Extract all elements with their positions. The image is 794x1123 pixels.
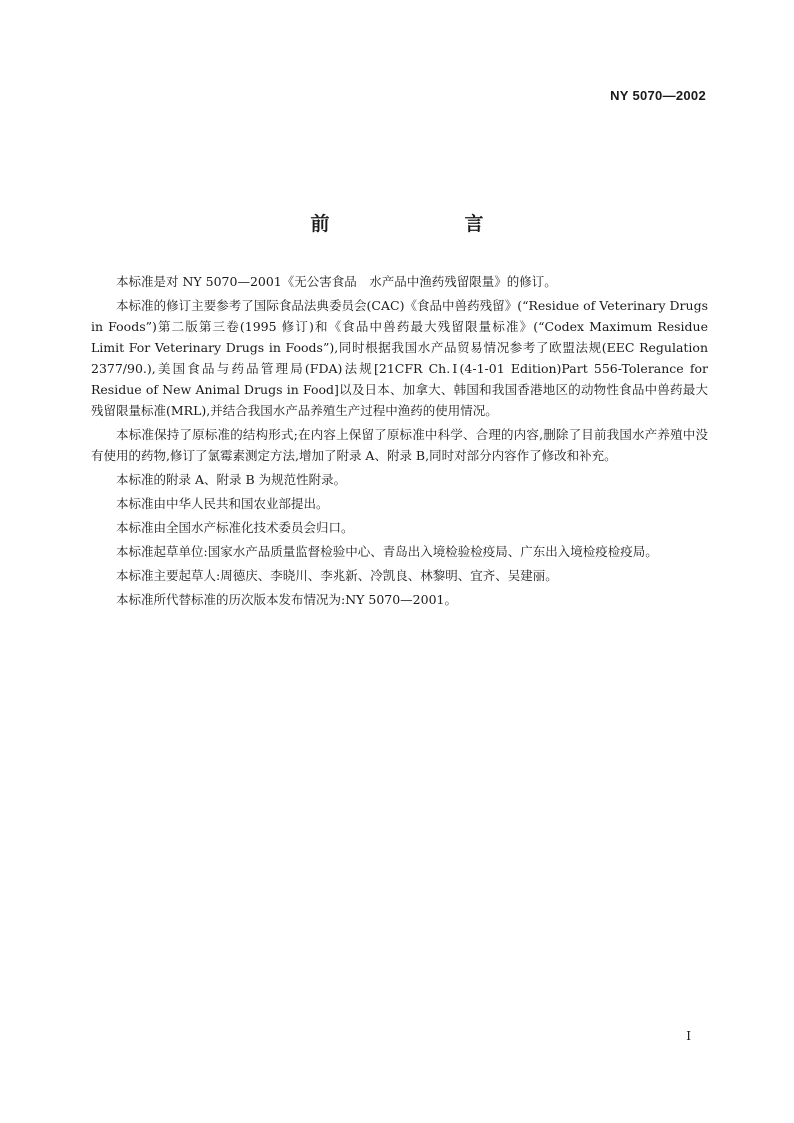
- foreword-body: [91, 271, 708, 613]
- paragraph: 本标准由全国水产标准化技术委员会归口。: [116, 520, 354, 535]
- paragraph: 本标准保持了原标准的结构形式;在内容上保留了原标准中科学、合理的内容,删除了目前我国水产养殖中没有使用的药物,修订了氯霉素测定方法,增加了附录 A、附录 B,同时对部分内容作了修改和补充。: [91, 427, 708, 463]
- paragraph: 本标准的修订主要参考了国际食品法典委员会(CAC)《食品中兽药残留》(“Residue of Veterinary Drugs in Foods”)第二版第三卷(1995 修订)和《食品中兽药最大残留限量标准》(“Codex Maximum Residue Limit For Veterinary Drugs in Foods”),同时根据我国水产品贸易情况参考了欧盟法规(EEC Regulation 2377/90.),美国食品与药品管理局(FDA)法规[21CFR Ch.Ⅰ(4-1-01 Edition)Part 556-Tolerance for Residue of New Animal Drugs in Food]以及日本、加拿大、韩国和我国香港地区的动物性食品中兽药最大残留限量标准(MRL),并结合我国水产品养殖生产过程中渔药的使用情况。: [91, 298, 708, 418]
- standard-code: NY 5070—2002: [610, 88, 706, 103]
- page-number: I: [686, 1029, 691, 1043]
- paragraph: 本标准由中华人民共和国农业部提出。: [116, 496, 329, 511]
- paragraph: 本标准起草单位:国家水产品质量监督检验中心、青岛出入境检验检疫局、广东出入境检疫检疫局。: [116, 544, 658, 559]
- paragraph: 本标准所代替标准的历次版本发布情况为:NY 5070—2001。: [116, 592, 457, 607]
- paragraph: 本标准主要起草人:周德庆、李晓川、李兆新、冷凯良、林黎明、宜齐、吴建丽。: [116, 568, 558, 583]
- page-title: 前 言: [310, 213, 542, 235]
- paragraph: 本标准的附录 A、附录 B 为规范性附录。: [116, 472, 347, 487]
- paragraph: 本标准是对 NY 5070—2001《无公害食品 水产品中渔药残留限量》的修订。: [116, 274, 557, 289]
